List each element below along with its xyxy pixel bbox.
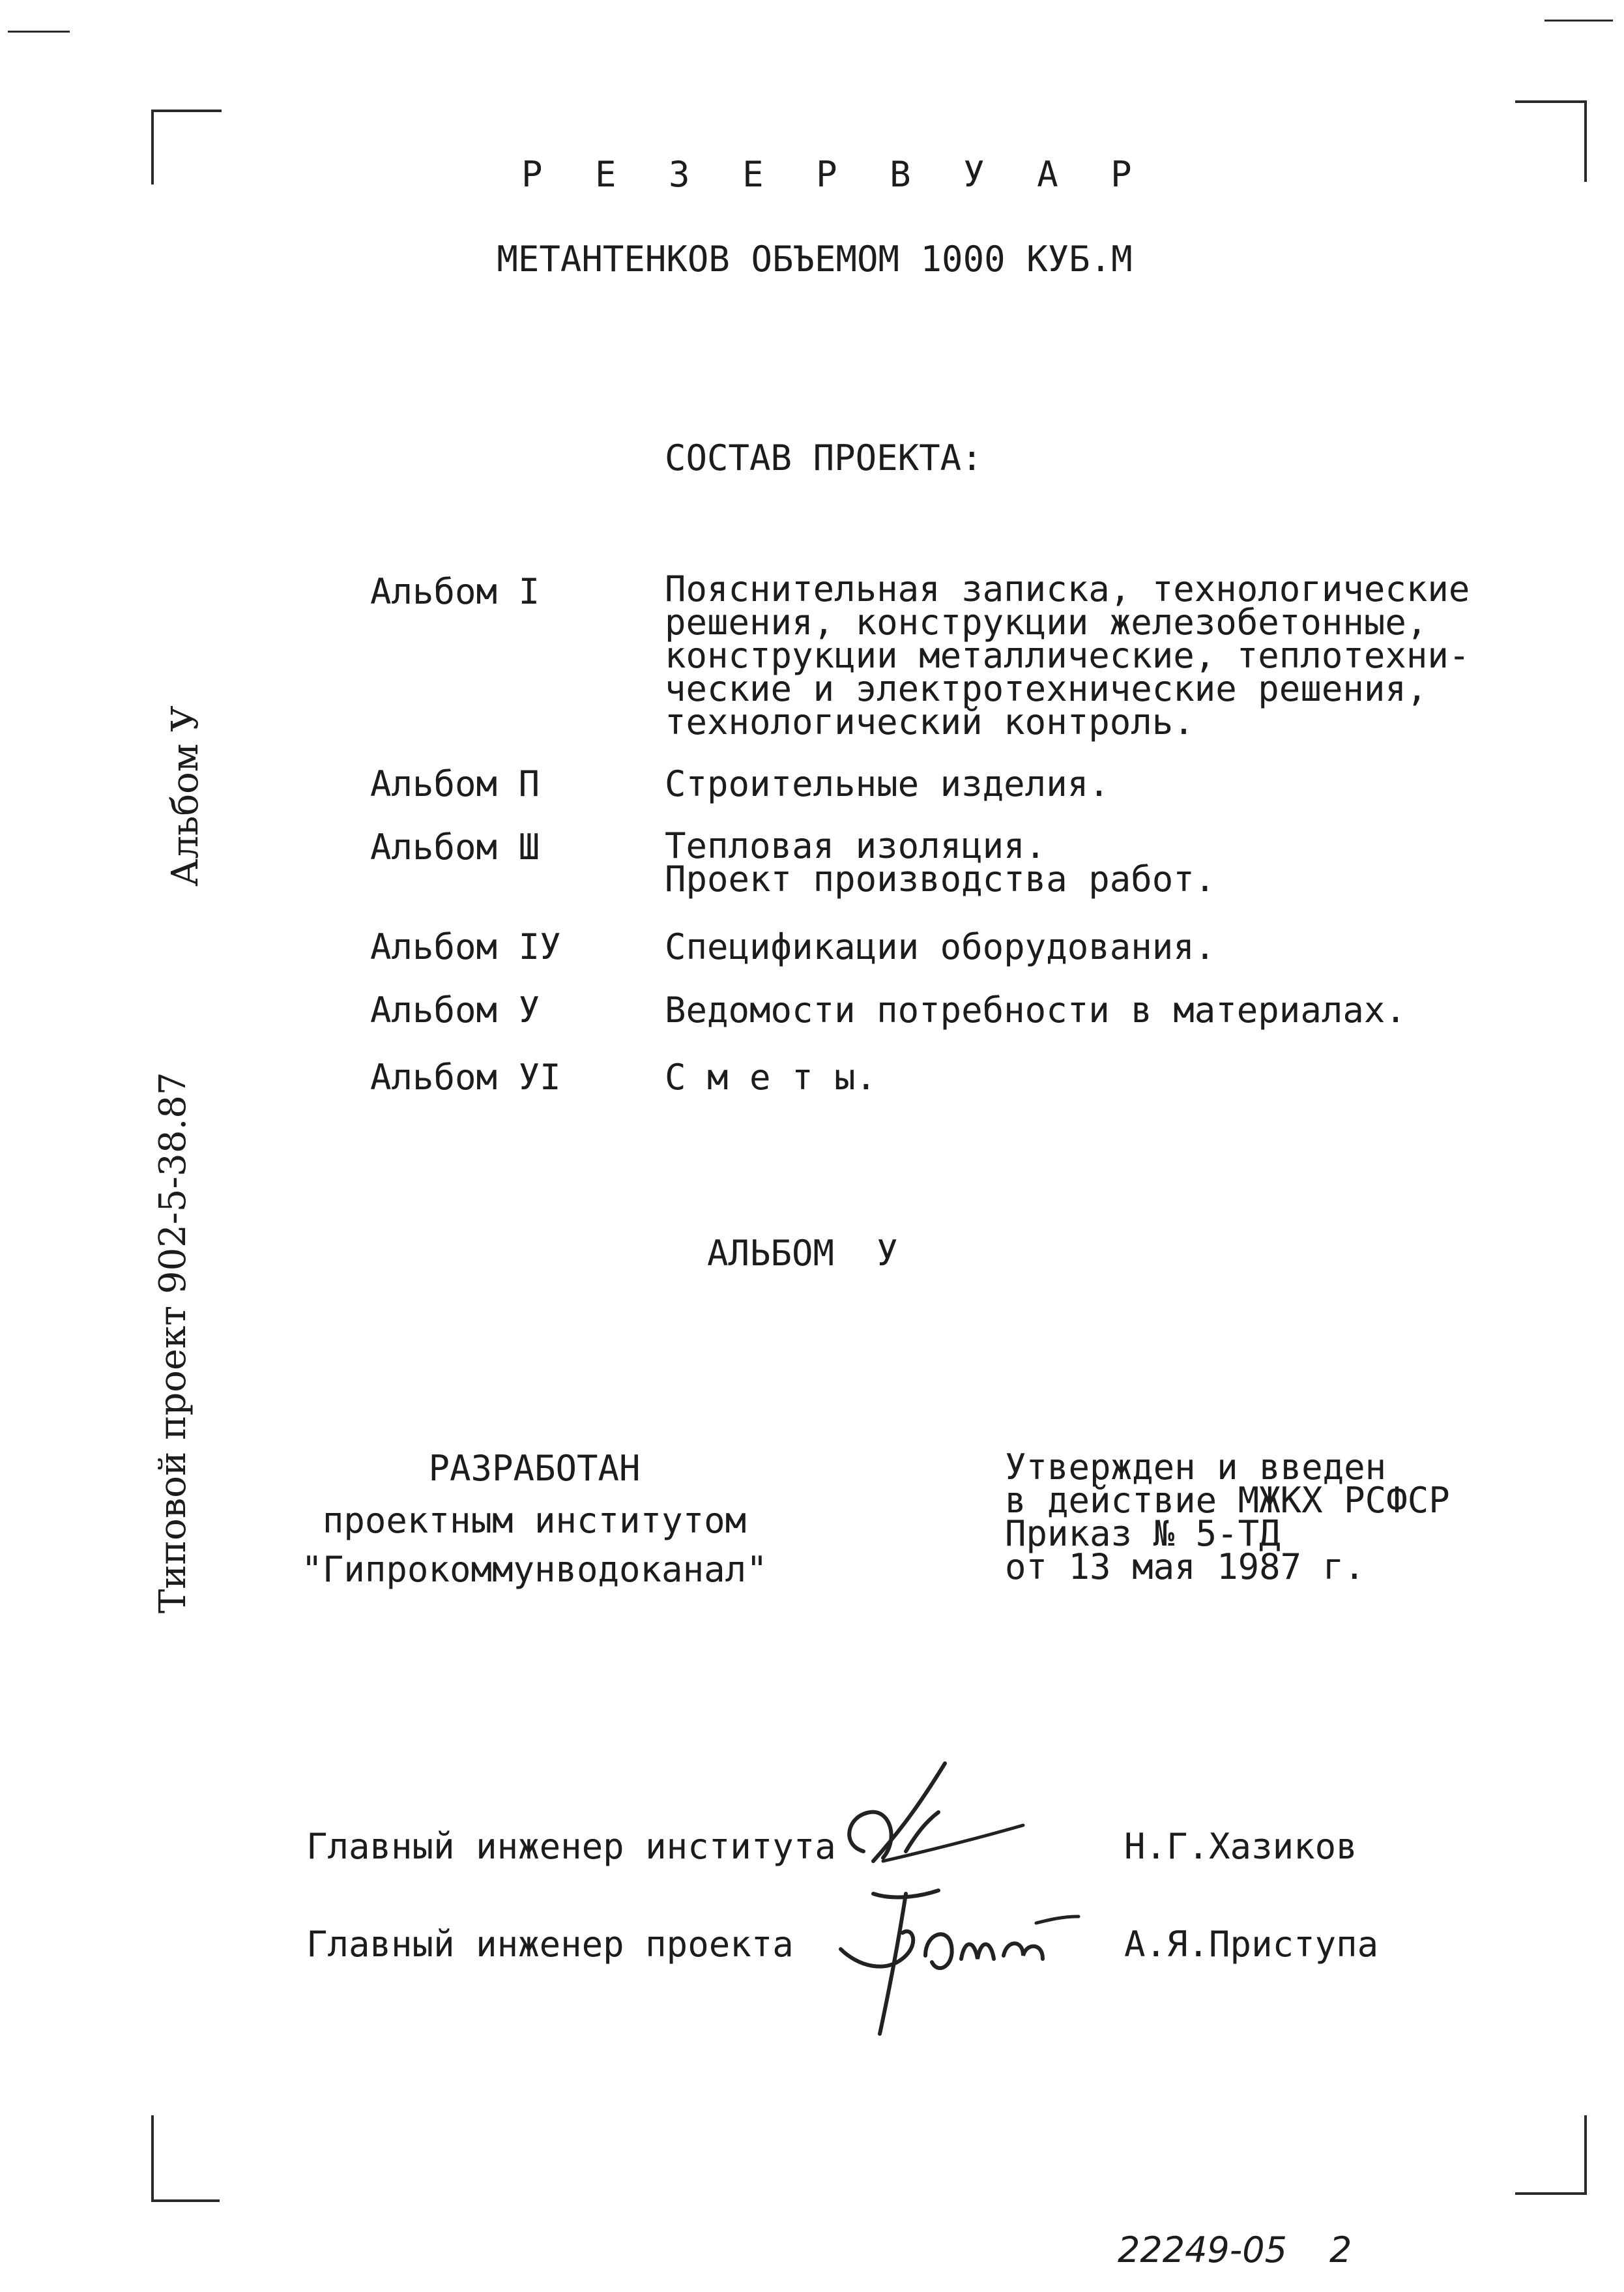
- corner-mark-bottom-right-v: [1584, 2115, 1587, 2195]
- album-description-line: ческие и электротехнические решения,: [665, 668, 1428, 709]
- footer-document-number: 22249-05: [1118, 2229, 1287, 2270]
- handwritten-signature-khazikov: [828, 1754, 1043, 1877]
- developed-by-line: проектным институтом: [322, 1500, 747, 1541]
- approval-line: Приказ № 5-ТД: [1005, 1513, 1281, 1554]
- approval-line: от 13 мая 1987 г.: [1005, 1546, 1365, 1587]
- signature-role: Главный инженер института: [306, 1826, 836, 1867]
- top-left-margin-dash: [8, 31, 70, 33]
- album-description: [665, 568, 1470, 742]
- signature-role: Главный инженер проекта: [306, 1924, 794, 1965]
- approval-line: в действие МЖКХ РСФСР: [1005, 1480, 1450, 1521]
- top-right-margin-dash: [1544, 20, 1613, 22]
- composition-heading: СОСТАВ ПРОЕКТА:: [665, 437, 983, 478]
- album-description-line: технологический контроль.: [665, 701, 1195, 742]
- approval-block: [1005, 1447, 1450, 1587]
- footer-page-number: 2: [1329, 2229, 1352, 2270]
- side-album-label: Альбом У: [164, 705, 207, 887]
- album-description-line: Пояснительная записка, технологические: [665, 568, 1470, 610]
- document-title: Р Е З Е Р В У А Р: [521, 154, 1148, 195]
- corner-mark-bottom-left-h: [151, 2199, 220, 2202]
- album-label: Альбом УI: [370, 1057, 561, 1098]
- album-label: Альбом Ш: [370, 827, 540, 868]
- album-description-line: С м е т ы.: [665, 1057, 877, 1098]
- signature-name: А.Я.Приступа: [1124, 1924, 1379, 1965]
- developed-by-line: "Гипрокоммунводоканал": [301, 1549, 768, 1590]
- album-description-line: Спецификации оборудования.: [665, 926, 1216, 967]
- album-description-line: Тепловая изоляция.: [665, 825, 1047, 866]
- album-label: Альбом IУ: [370, 926, 561, 967]
- album-label: Альбом У: [370, 990, 540, 1031]
- developed-by-line: РАЗРАБОТАН: [428, 1448, 641, 1489]
- corner-mark-top-left-v: [151, 110, 154, 184]
- corner-mark-bottom-right-h: [1515, 2192, 1587, 2195]
- side-project-code: Типовой проект 902-5-38.87: [152, 1072, 194, 1613]
- corner-mark-top-right-v: [1584, 100, 1587, 182]
- approval-line: Утвержден и введен: [1005, 1447, 1387, 1488]
- document-subtitle: МЕТАНТЕНКОВ ОБЪЕМОМ 1000 КУБ.М: [497, 239, 1133, 280]
- handwritten-signature-pristupa: [828, 1877, 1088, 2040]
- corner-mark-top-left-h: [151, 110, 222, 112]
- album-title: АЛЬБОМ У: [707, 1233, 898, 1274]
- signature-name: Н.Г.Хазиков: [1124, 1826, 1357, 1867]
- album-description-line: Строительные изделия.: [665, 763, 1110, 804]
- album-description: [665, 825, 1216, 900]
- album-description-line: решения, конструкции железобетонные,: [665, 602, 1428, 643]
- album-label: Альбом I: [370, 571, 540, 612]
- corner-mark-top-right-h: [1515, 100, 1587, 103]
- album-description-line: Ведомости потребности в материалах.: [665, 990, 1406, 1031]
- album-description-line: конструкции металлические, теплотехни-: [665, 635, 1470, 676]
- album-description-line: Проект производства работ.: [665, 859, 1216, 900]
- album-label: Альбом П: [370, 763, 540, 804]
- corner-mark-bottom-left-v: [151, 2115, 154, 2202]
